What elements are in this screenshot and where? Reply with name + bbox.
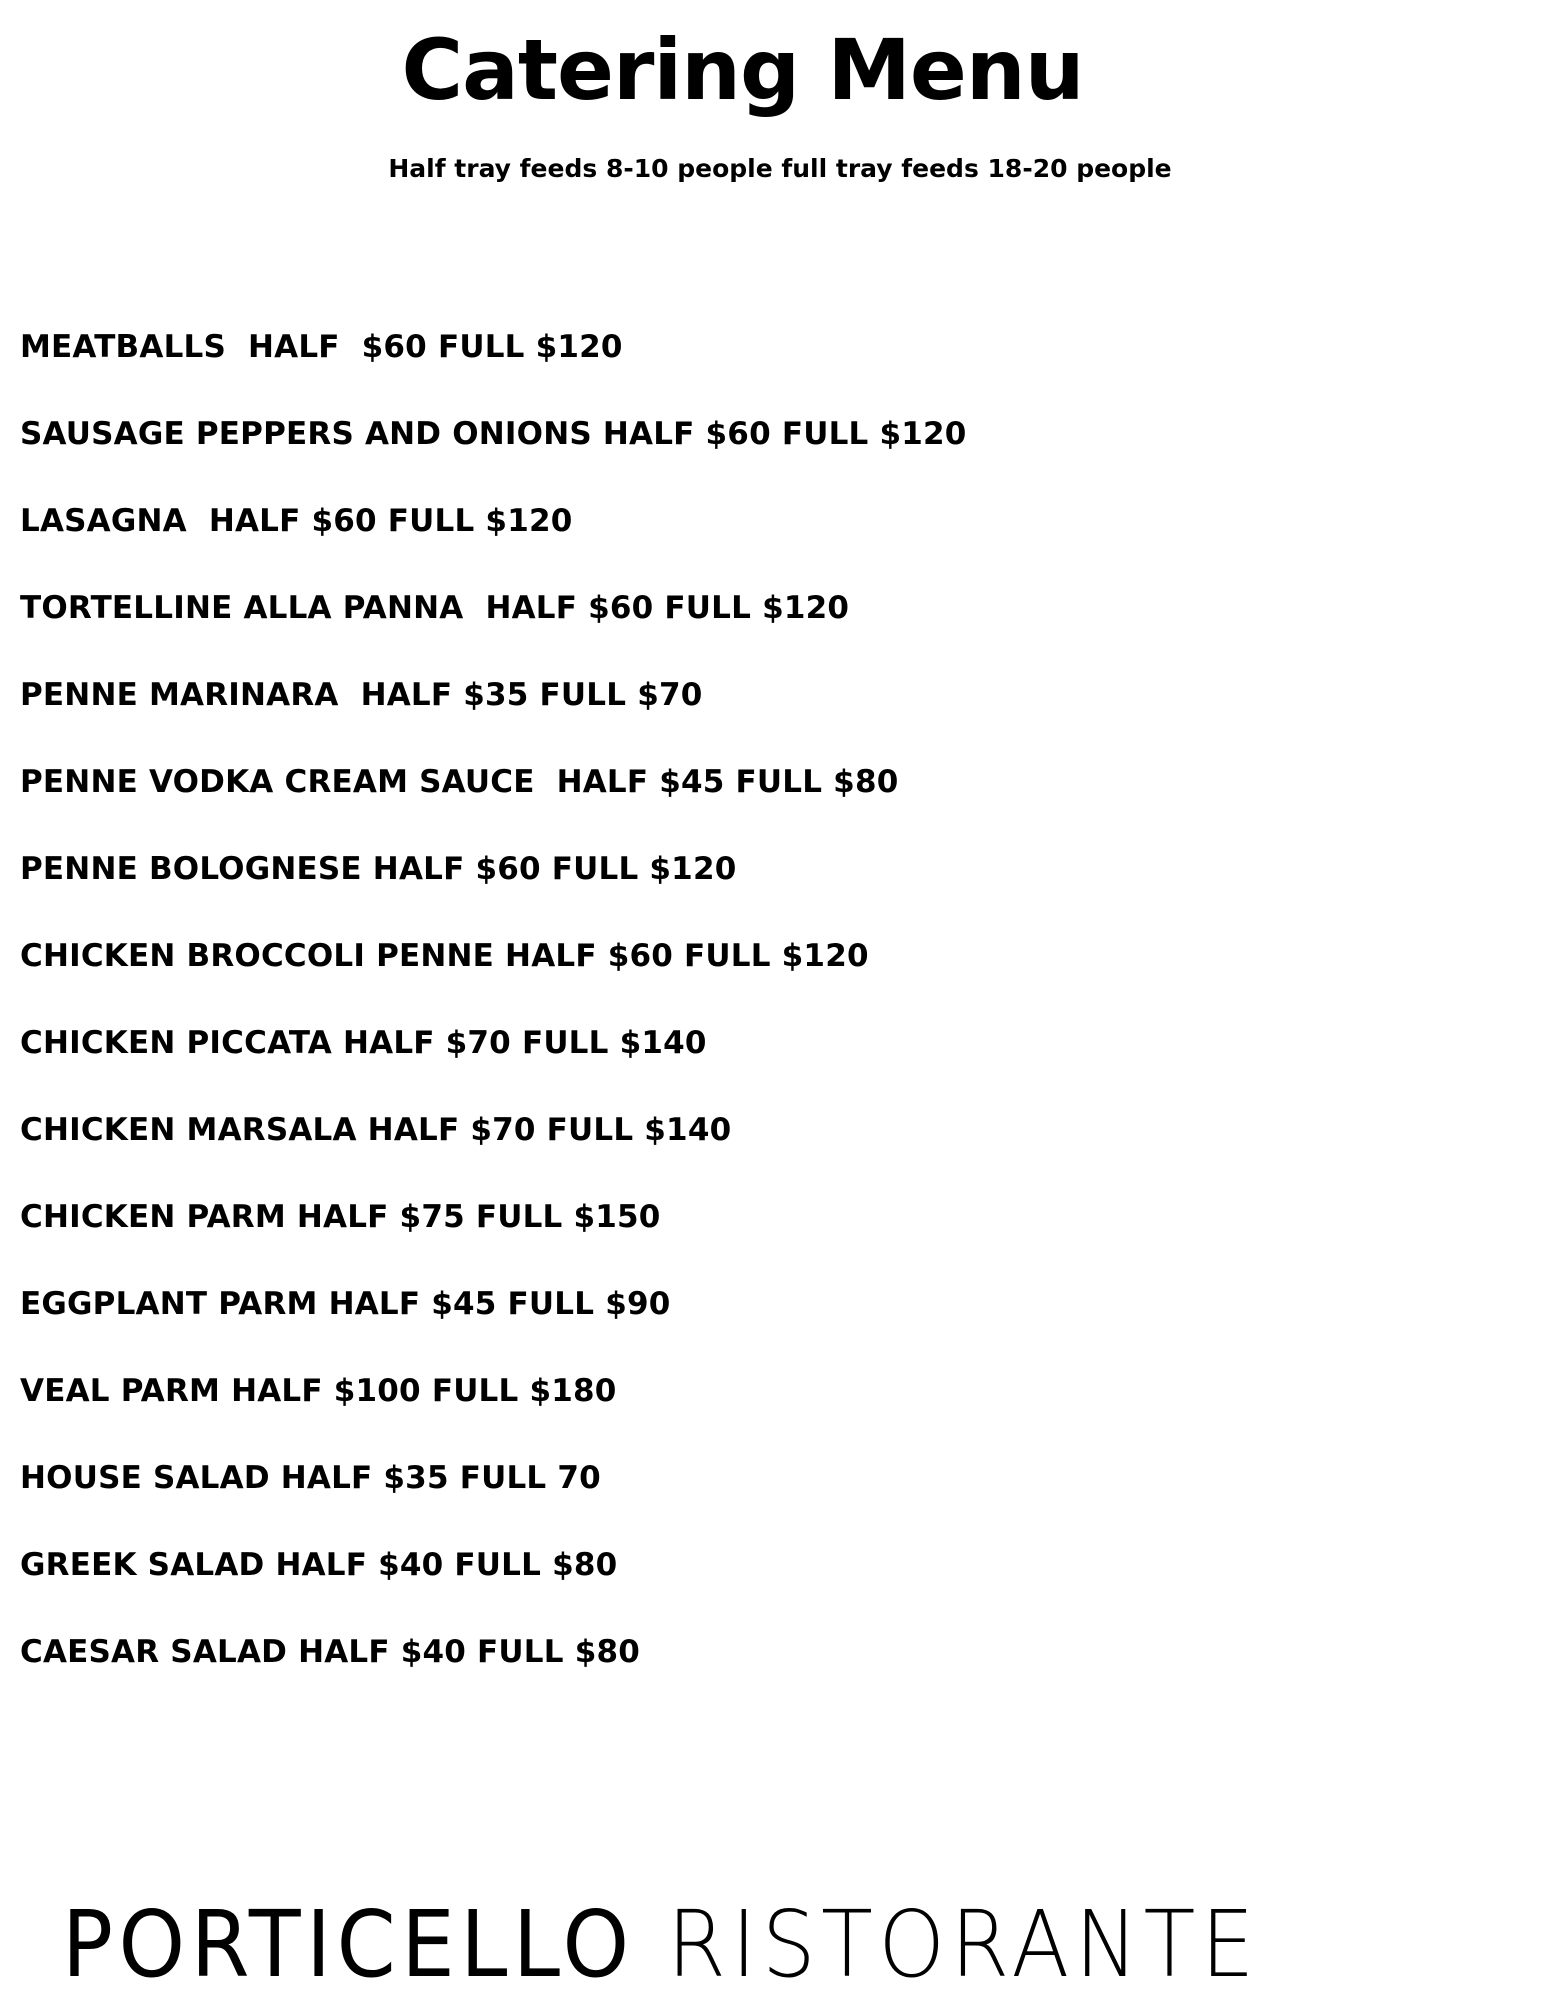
brand-descriptor: RISTORANTE bbox=[667, 1891, 1260, 1998]
menu-item: CHICKEN PARM HALF $75 FULL $150 bbox=[20, 1199, 661, 1235]
menu-item: TORTELLINE ALLA PANNA HALF $60 FULL $120 bbox=[20, 590, 850, 626]
menu-item: CHICKEN BROCCOLI PENNE HALF $60 FULL $120 bbox=[20, 938, 869, 974]
menu-item: GREEK SALAD HALF $40 FULL $80 bbox=[20, 1547, 618, 1583]
brand-name: PORTICELLO bbox=[62, 1891, 635, 1998]
restaurant-logo bbox=[62, 1890, 1260, 2000]
menu-item: SAUSAGE PEPPERS AND ONIONS HALF $60 FULL $120 bbox=[20, 416, 967, 452]
menu-item: CHICKEN PICCATA HALF $70 FULL $140 bbox=[20, 1025, 707, 1061]
serving-note: Half tray feeds 8-10 people full tray feeds 18-20 people bbox=[388, 154, 1172, 183]
menu-item: LASAGNA HALF $60 FULL $120 bbox=[20, 503, 573, 539]
menu-item: CAESAR SALAD HALF $40 FULL $80 bbox=[20, 1634, 641, 1670]
menu-item: VEAL PARM HALF $100 FULL $180 bbox=[20, 1373, 617, 1409]
page-title: Catering Menu bbox=[401, 21, 1084, 119]
menu-item: PENNE VODKA CREAM SAUCE HALF $45 FULL $80 bbox=[20, 764, 899, 800]
menu-item: HOUSE SALAD HALF $35 FULL 70 bbox=[20, 1460, 601, 1496]
menu-item: PENNE MARINARA HALF $35 FULL $70 bbox=[20, 677, 703, 713]
menu-item: MEATBALLS HALF $60 FULL $120 bbox=[20, 329, 623, 365]
menu-item: CHICKEN MARSALA HALF $70 FULL $140 bbox=[20, 1112, 732, 1148]
menu-list bbox=[20, 325, 967, 1717]
menu-item: PENNE BOLOGNESE HALF $60 FULL $120 bbox=[20, 851, 737, 887]
menu-item: EGGPLANT PARM HALF $45 FULL $90 bbox=[20, 1286, 671, 1322]
